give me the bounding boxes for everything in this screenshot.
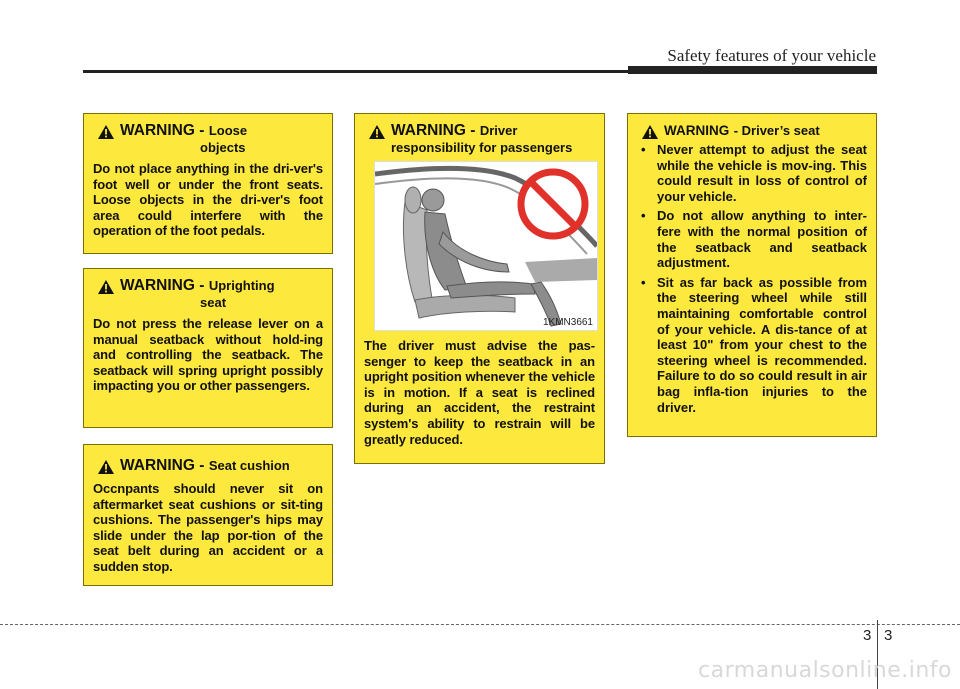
warning-heading <box>364 122 595 155</box>
warning-uprighting-seat <box>83 268 333 428</box>
warning-label: WARNING - <box>120 122 205 139</box>
warning-label: WARNING - <box>120 277 205 294</box>
header-tab-bar <box>628 66 877 74</box>
warning-seat-cushion <box>83 444 333 586</box>
warning-body: The driver must advise the pas-senger to keep the seatback in an upright position whenever the vehicle is in motion. If a seat is reclined during an accident, the restraint system's ability to restrain will be greatly reduced. <box>364 338 595 447</box>
warning-drivers-seat <box>627 113 877 437</box>
prohibition-icon <box>521 172 585 236</box>
warning-label: WARNING - <box>391 122 476 139</box>
page-number-chapter: 3 <box>863 627 872 644</box>
warning-subject: Uprighting <box>208 278 275 293</box>
warning-driver-responsibility <box>354 113 605 464</box>
warning-subject: Seat cushion <box>208 458 290 473</box>
warning-subject-line2: responsibility for passengers <box>391 140 573 155</box>
warning-heading <box>637 122 867 140</box>
footer-rule <box>0 624 960 625</box>
reclined-passenger-illustration <box>374 161 598 331</box>
warning-triangle-icon <box>97 279 115 295</box>
warning-bullet-list <box>637 142 867 415</box>
warning-subject-line2: seat <box>200 295 227 310</box>
warning-subject-line2: objects <box>200 140 246 155</box>
warning-triangle-icon <box>97 124 115 140</box>
page-number: 3 <box>884 627 893 644</box>
list-item: • Do not allow anything to inter-fere with the normal position of the seatback and seatback adjustment. <box>637 208 867 270</box>
warning-triangle-icon <box>368 124 386 140</box>
warning-heading <box>93 277 323 310</box>
warning-body: Occnpants should never sit on aftermarket seat cushions or sit-ting cushions. The passenger's hips may slide under the lap por-tion of the seat belt during an accident or a sudden stop. <box>93 481 323 574</box>
list-item: • Never attempt to adjust the seat while the vehicle is mov-ing. This could result in loss of control of your vehicle. <box>637 142 867 204</box>
warning-subject: - Driver’s seat <box>733 123 820 138</box>
warning-body: Do not press the release lever on a manual seatback without hold-ing and controlling the seatback. The seatback will spring upright possibly impacting you or other passengers. <box>93 316 323 394</box>
reclined-passenger-figure <box>375 162 597 330</box>
warning-subject: Loose <box>208 123 248 138</box>
warning-body: Do not place anything in the dri-ver's foot well or under the front seats. Loose objects in the dri-ver's foot area could interfere with the operation of the foot pedals. <box>93 161 323 239</box>
section-title: Safety features of your vehicle <box>667 46 876 65</box>
warning-heading <box>93 122 323 155</box>
warning-label: WARNING <box>664 123 730 138</box>
warning-label: WARNING - <box>120 457 205 474</box>
warning-heading <box>93 457 323 475</box>
list-item: • Sit as far back as possible from the steering wheel while still maintaining comfortable control of your vehicle. A dis-tance of at least 10" from your chest to the steering wheel is recommended. Failure to do so could result in air bag infla-tion injuries to the driver. <box>637 275 867 415</box>
warning-loose-objects <box>83 113 333 254</box>
figure-code: 1KMN3661 <box>542 317 593 328</box>
watermark: carmanualsonline.info <box>698 658 952 683</box>
warning-subject: Driver <box>479 123 518 138</box>
warning-triangle-icon <box>641 124 659 140</box>
warning-triangle-icon <box>97 459 115 475</box>
